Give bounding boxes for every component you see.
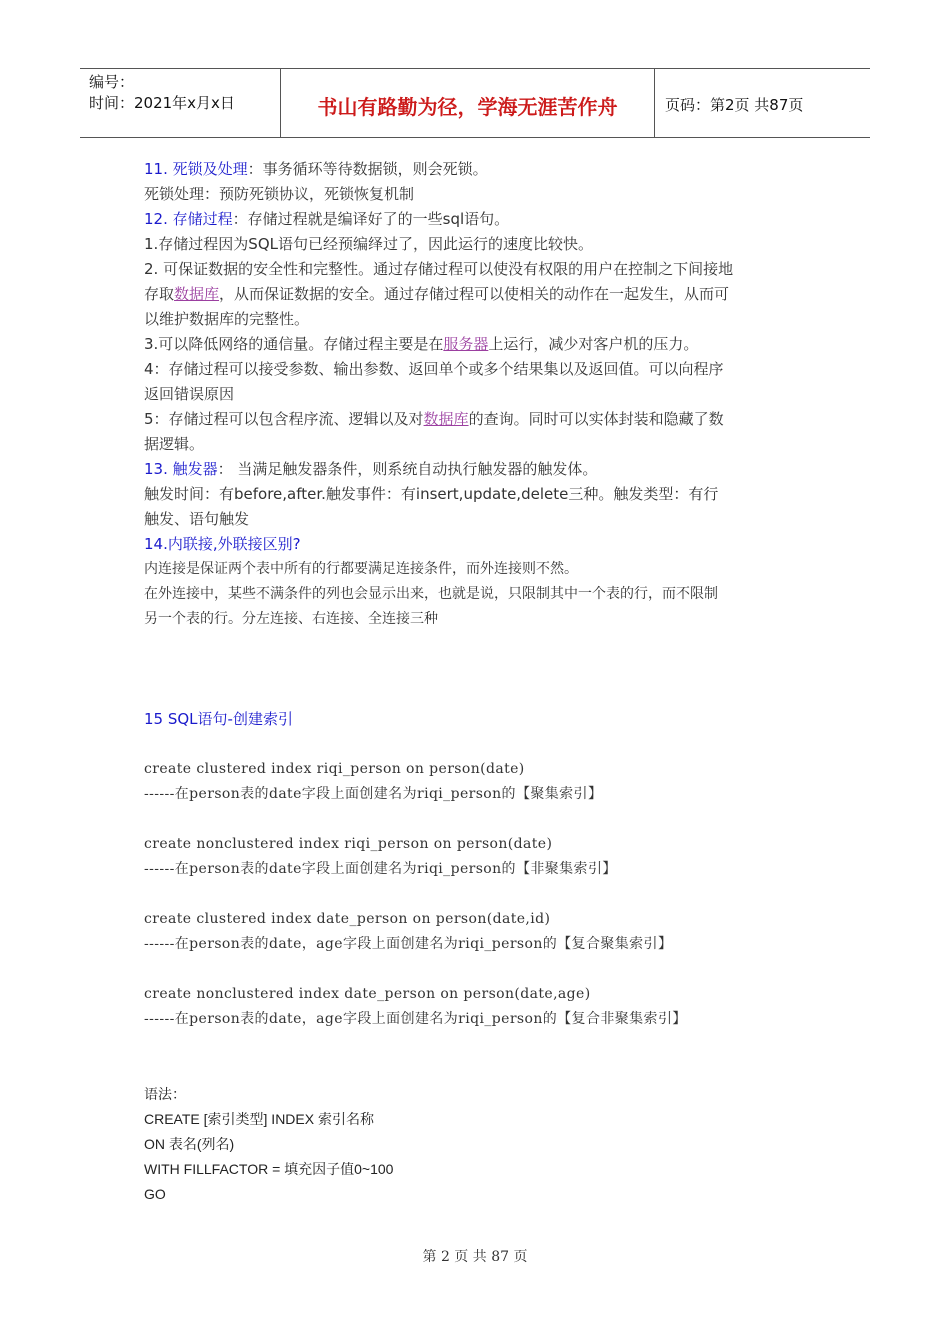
paragraph: 1.存储过程因为SQL语句已经预编绎过了，因此运行的速度比较快。 bbox=[144, 235, 593, 253]
section-12-title: 12. 存储过程 bbox=[144, 210, 233, 228]
page-header bbox=[80, 68, 870, 138]
header-motto-cell bbox=[281, 69, 655, 137]
document-body bbox=[144, 157, 814, 1207]
code-line: create nonclustered index riqi_person on person(date) bbox=[144, 836, 553, 852]
database-link[interactable]: 数据库 bbox=[423, 410, 469, 428]
paragraph: 触发、语句触发 bbox=[144, 510, 250, 528]
syntax-line: CREATE [索引类型] INDEX 索引名称 bbox=[144, 1111, 374, 1127]
section-11-title: 11. 死锁及处理 bbox=[144, 160, 248, 178]
code-line: create nonclustered index date_person on person(date,age) bbox=[144, 986, 591, 1002]
paragraph: 据逻辑。 bbox=[144, 435, 205, 453]
section-13-heading: 13. 触发器： 当满足触发器条件，则系统自动执行触发器的触发体。 bbox=[144, 460, 598, 478]
section-13-title: 13. 触发器 bbox=[144, 460, 218, 478]
code-comment: ------在person表的date，age字段上面创建名为riqi_person的【复合非聚集索引】 bbox=[144, 1011, 687, 1027]
document-date: 时间：2021年x月x日 bbox=[89, 94, 235, 112]
paragraph: 返回错误原因 bbox=[144, 385, 235, 403]
paragraph: 触发时间：有before,after.触发事件：有insert,update,delete三种。触发类型：有行 bbox=[144, 485, 719, 503]
section-14-title: 14.内联接,外联接区别? bbox=[144, 535, 301, 553]
paragraph: 5：存储过程可以包含程序流、逻辑以及对数据库的查询。同时可以实体封装和隐藏了数 bbox=[144, 410, 724, 428]
page-footer: 第 2 页 共 87 页 bbox=[422, 1249, 528, 1265]
paragraph: 另一个表的行。分左连接、右连接、全连接三种 bbox=[144, 611, 438, 627]
server-link[interactable]: 服务器 bbox=[443, 335, 489, 353]
section-11-heading: 11. 死锁及处理：事务循环等待数据锁，则会死锁。 bbox=[144, 160, 488, 178]
syntax-line: GO bbox=[144, 1186, 166, 1202]
section-15-title: 15 SQL语句-创建索引 bbox=[144, 710, 293, 728]
syntax-label: 语法： bbox=[144, 1086, 186, 1102]
paragraph: 以维护数据库的完整性。 bbox=[144, 310, 310, 328]
code-line: create clustered index date_person on person(date,id) bbox=[144, 911, 551, 927]
code-comment: ------在person表的date字段上面创建名为riqi_person的【聚集索引】 bbox=[144, 786, 603, 802]
paragraph: 2. 可保证数据的安全性和完整性。通过存储过程可以使没有权限的用户在控制之下间接地 bbox=[144, 260, 734, 278]
code-comment: ------在person表的date，age字段上面创建名为riqi_person的【复合聚集索引】 bbox=[144, 936, 673, 952]
paragraph: 死锁处理：预防死锁协议，死锁恢复机制 bbox=[144, 185, 415, 203]
paragraph: 4：存储过程可以接受参数、输出参数、返回单个或多个结果集以及返回值。可以向程序 bbox=[144, 360, 724, 378]
syntax-line: ON 表名(列名) bbox=[144, 1136, 235, 1152]
document-number: 编号： bbox=[89, 73, 135, 91]
database-link[interactable]: 数据库 bbox=[174, 285, 220, 303]
code-comment: ------在person表的date字段上面创建名为riqi_person的【非聚集索引】 bbox=[144, 861, 617, 877]
paragraph: 存取数据库，从而保证数据的安全。通过存储过程可以使相关的动作在一起发生，从而可 bbox=[144, 285, 730, 303]
code-line: create clustered index riqi_person on person(date) bbox=[144, 761, 525, 777]
paragraph: 内连接是保证两个表中所有的行都要满足连接条件，而外连接则不然。 bbox=[144, 561, 578, 577]
header-motto: 书山有路勤为径，学海无涯苦作舟 bbox=[317, 94, 618, 119]
syntax-line: WITH FILLFACTOR = 填充因子值0~100 bbox=[144, 1161, 394, 1177]
paragraph: 在外连接中，某些不满条件的列也会显示出来，也就是说，只限制其中一个表的行，而不限制 bbox=[144, 586, 718, 602]
paragraph: 3.可以降低网络的通信量。存储过程主要是在服务器上运行，减少对客户机的压力。 bbox=[144, 335, 699, 353]
header-meta bbox=[80, 69, 281, 137]
section-12-heading: 12. 存储过程：存储过程就是编译好了的一些sql语句。 bbox=[144, 210, 510, 228]
header-page-info: 页码：第2页 共87页 bbox=[665, 95, 804, 114]
